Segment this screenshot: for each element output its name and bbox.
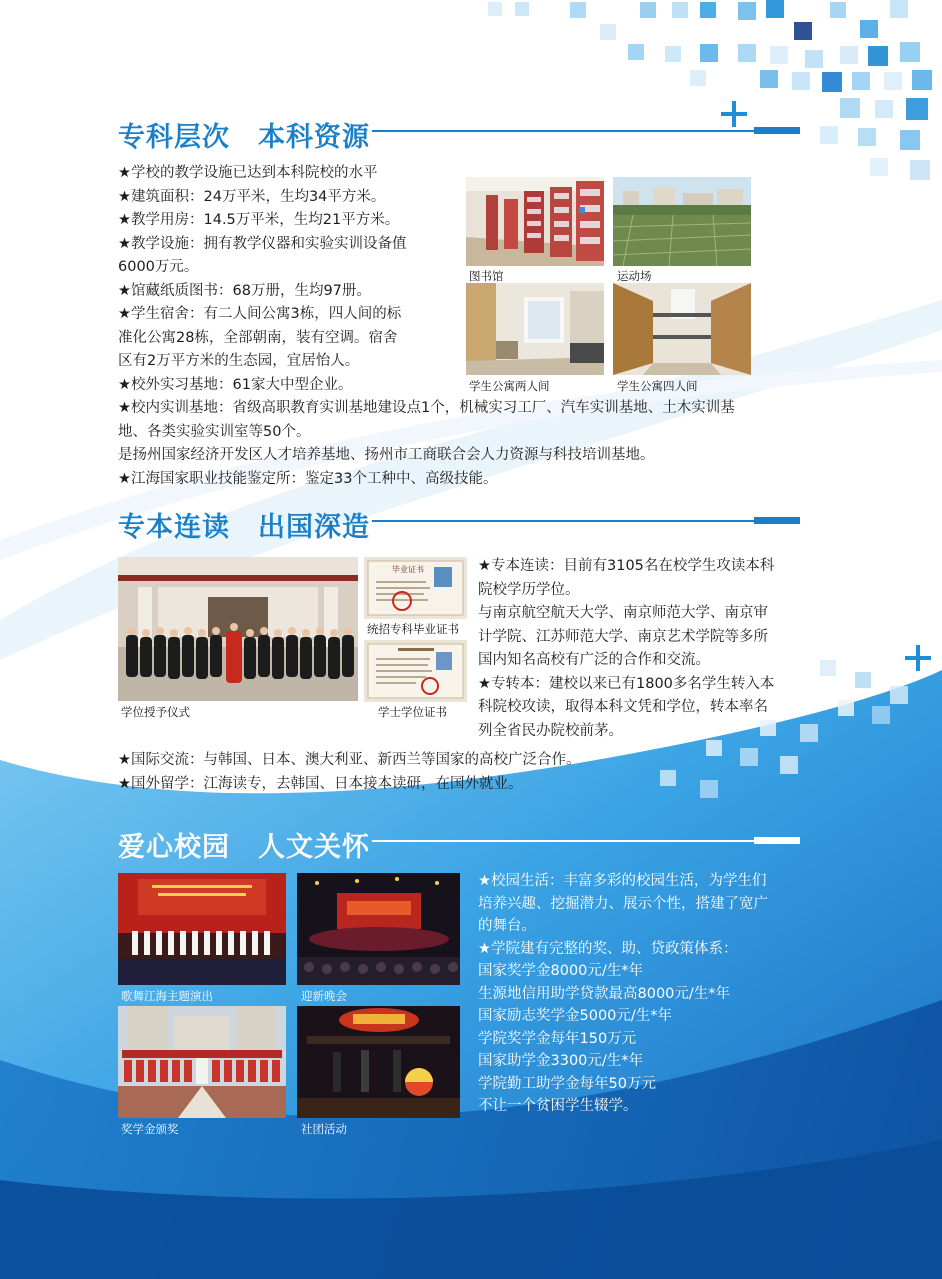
text-line: 学院奖学金每年150万元	[478, 1030, 637, 1047]
plus-icon	[721, 101, 747, 127]
diploma-certificate-photo	[364, 557, 467, 619]
text-line: ★学生宿舍：有二人间公寓3栋，四人间的标	[118, 306, 402, 322]
photo-caption: 奖学金颁奖	[121, 1122, 179, 1136]
text-line: ★教学用房：14.5万平米，生均21平方米。	[118, 212, 400, 228]
text-line: ★建筑面积：24万平米，生均34平方米。	[118, 188, 386, 205]
photo-caption: 学士学位证书	[378, 705, 447, 719]
section2-bottom-text	[118, 749, 738, 796]
text-line: ★国外留学：江海读专，去韩国、日本接本读研，在国外就业。	[118, 775, 523, 792]
section1-text	[118, 162, 458, 397]
text-line: 学院勤工助学金每年50万元	[478, 1075, 656, 1092]
text-line: 国家励志奖学金5000元/生*年	[478, 1008, 673, 1024]
text-line: 列全省民办院校前茅。	[478, 722, 623, 739]
text-line: ★教学设施：拥有教学仪器和实验实训设备值	[118, 235, 407, 252]
section1-wide-text	[118, 397, 818, 491]
text-line: 院校学历学位。	[478, 581, 580, 598]
text-line: ★江海国家职业技能鉴定所：鉴定33个工种中、高级技能。	[118, 470, 498, 487]
text-line: ★学校的教学设施已达到本科院校的水平	[118, 165, 378, 181]
text-line: 不让一个贫困学生辍学。	[478, 1098, 638, 1114]
section2-title-rule	[372, 520, 800, 522]
text-line: 地、各类实验实训室等50个。	[118, 423, 311, 440]
text-line: 的舞台。	[478, 918, 536, 934]
text-line: 国内知名高校有广泛的合作和交流。	[478, 652, 710, 668]
text-line: ★国际交流：与韩国、日本、澳大利亚、新西兰等国家的高校广泛合作。	[118, 752, 581, 768]
text-line: ★专转本：建校以来已有1800多名学生转入本	[478, 675, 775, 692]
text-line: ★学院建有完整的奖、助、贷政策体系：	[478, 940, 738, 957]
photo-caption: 学生公寓两人间	[469, 379, 550, 393]
scholarship-award-photo	[118, 1006, 286, 1118]
text-line: 区有2万平方米的生态园，宜居怡人。	[118, 353, 360, 369]
text-line: ★校园生活：丰富多彩的校园生活，为学生们	[478, 873, 767, 889]
text-line: 生源地信用助学贷款最高8000元/生*年	[478, 985, 731, 1002]
degree-certificate-photo	[364, 640, 467, 702]
photo-caption: 迎新晚会	[301, 989, 347, 1003]
plus-icon	[905, 645, 931, 671]
photo-caption: 运动场	[617, 269, 652, 283]
text-line: 计学院、江苏师范大学、南京艺术学院等多所	[478, 628, 768, 645]
text-line: ★馆藏纸质图书：68万册，生均97册。	[118, 282, 371, 299]
text-line: ★专本连读：目前有3105名在校学生攻读本科	[478, 558, 775, 574]
photo-caption: 歌舞江海主题演出	[121, 989, 213, 1003]
dorm-four-person-photo	[613, 283, 751, 375]
photo-caption: 学生公寓四人间	[617, 379, 698, 393]
library-photo	[466, 177, 604, 266]
text-line: 国家助学金3300元/生*年	[478, 1053, 644, 1069]
section3-title: 爱心校园 人文关怀	[118, 832, 370, 863]
photo-caption: 社团活动	[301, 1122, 347, 1136]
text-line: 科院校攻读，取得本科文凭和学位，转本率名	[478, 699, 768, 715]
certificate-title: 毕业证书	[392, 565, 424, 574]
dorm-two-person-photo	[466, 283, 604, 375]
section2-right-text	[478, 555, 808, 743]
text-line: ★校外实习基地：61家大中型企业。	[118, 376, 353, 393]
section3-right-text	[478, 870, 808, 1118]
text-line: 准化公寓28栋，全部朝南，装有空调。宿舍	[118, 329, 398, 346]
photo-caption: 学位授予仪式	[121, 705, 190, 719]
section1-title-rule	[372, 130, 800, 132]
text-line: 培养兴趣、挖掘潜力、展示个性，搭建了宽广	[478, 895, 768, 912]
club-activity-photo	[297, 1006, 460, 1118]
section3-title-rule	[372, 840, 800, 842]
text-line: 国家奖学金8000元/生*年	[478, 963, 644, 979]
graduation-ceremony-photo	[118, 557, 358, 701]
sports-field-photo	[613, 177, 751, 266]
text-line: 6000万元。	[118, 259, 199, 275]
text-line: ★校内实训基地：省级高职教育实训基地建设点1个，机械实习工厂、汽车实训基地、土木实训基	[118, 400, 735, 416]
section1-title: 专科层次 本科资源	[118, 122, 370, 153]
text-line: 与南京航空航天大学、南京师范大学、南京审	[478, 605, 768, 621]
welcome-party-photo	[297, 873, 460, 985]
text-line: 是扬州国家经济开发区人才培养基地、扬州市工商联合会人力资源与科技培训基地。	[118, 447, 655, 463]
performance-photo	[118, 873, 286, 985]
photo-caption: 图书馆	[469, 269, 504, 283]
section2-title: 专本连读 出国深造	[118, 512, 370, 543]
photo-caption: 统招专科毕业证书	[367, 622, 459, 636]
